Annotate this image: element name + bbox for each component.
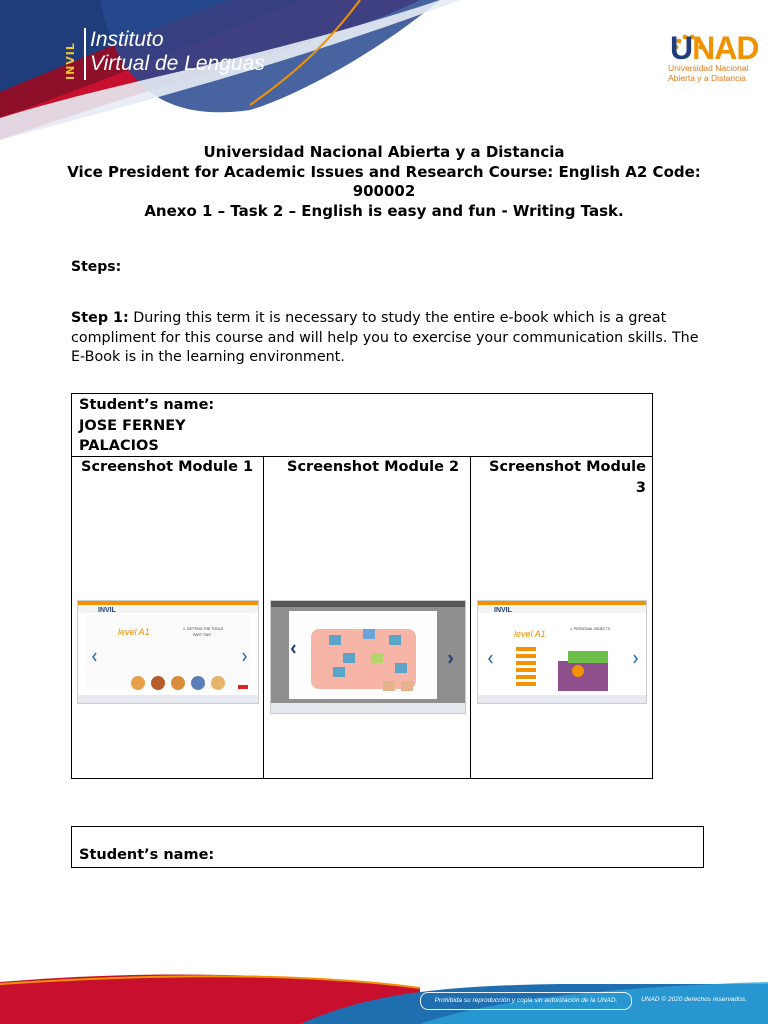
shot1-heading1: 1. GETTING THE TOOLS (183, 627, 224, 631)
title-line2: Vice President for Academic Issues and Research Course: English A2 Code: (67, 162, 701, 181)
student-name-row (72, 394, 652, 457)
unad-subtitle: Universidad Nacional Abierta y a Distancia (668, 63, 749, 83)
shot3-heading1: 1. PERSONAL OBJECTS (570, 627, 610, 631)
shot3-level: level A1 (514, 629, 546, 639)
column-header-module2: Screenshot Module 2 (287, 459, 460, 475)
shot1-heading2: PART TWO (193, 633, 212, 637)
column-header-module3: Screenshot Module 3 (489, 459, 646, 496)
footer-copyright-notice: Prohibida su reproducción y copia sin autorización de la UNAD. (420, 992, 632, 1010)
institute-line1: Instituto (90, 28, 164, 51)
step1-label: Step 1: (71, 310, 129, 326)
shot3-logo: INVIL (494, 607, 512, 614)
student-name-last: PALACIOS (79, 438, 159, 454)
title-line1: Universidad Nacional Abierta y a Distancia (203, 143, 565, 161)
document-title (40, 143, 728, 221)
step1-paragraph (71, 309, 711, 368)
student-name-label: Student’s name: (79, 397, 215, 413)
screenshot-module2[interactable] (270, 600, 466, 714)
institute-name (90, 28, 265, 76)
shot1-logo: INVIL (98, 607, 116, 614)
column-header-module1: Screenshot Module 1 (81, 459, 254, 475)
screenshot-module3[interactable] (477, 600, 647, 704)
student-name-table-2 (71, 826, 704, 868)
column-divider (470, 456, 471, 778)
title-line4: Anexo 1 – Task 2 – English is easy and fun - Writing Task. (144, 201, 624, 220)
screenshot-module1[interactable] (77, 600, 259, 704)
student-table (71, 393, 653, 779)
shot1-level: level A1 (118, 627, 150, 637)
invil-vertical-logo: INVIL (64, 42, 77, 80)
steps-heading: Steps: (71, 259, 122, 275)
column-divider (263, 456, 264, 778)
step1-text: During this term it is necessary to study the entire e-book which is a great compliment for this course and will help you to exercise your communication skills. The E-Book is in the learning environment. (71, 310, 699, 365)
student-name-label-2[interactable]: Student’s name: (79, 847, 215, 863)
brand-separator (84, 28, 86, 80)
unad-wordmark: UNAD (670, 30, 759, 66)
institute-line2: Virtual de Lenguas (90, 52, 265, 75)
student-name-cell[interactable] (79, 395, 214, 457)
student-name-first: JOSE FERNEY (79, 417, 186, 434)
title-line3: 900002 (352, 182, 416, 200)
footer-rights-notice: UNAD © 2020 derechos reservados. (641, 996, 747, 1003)
